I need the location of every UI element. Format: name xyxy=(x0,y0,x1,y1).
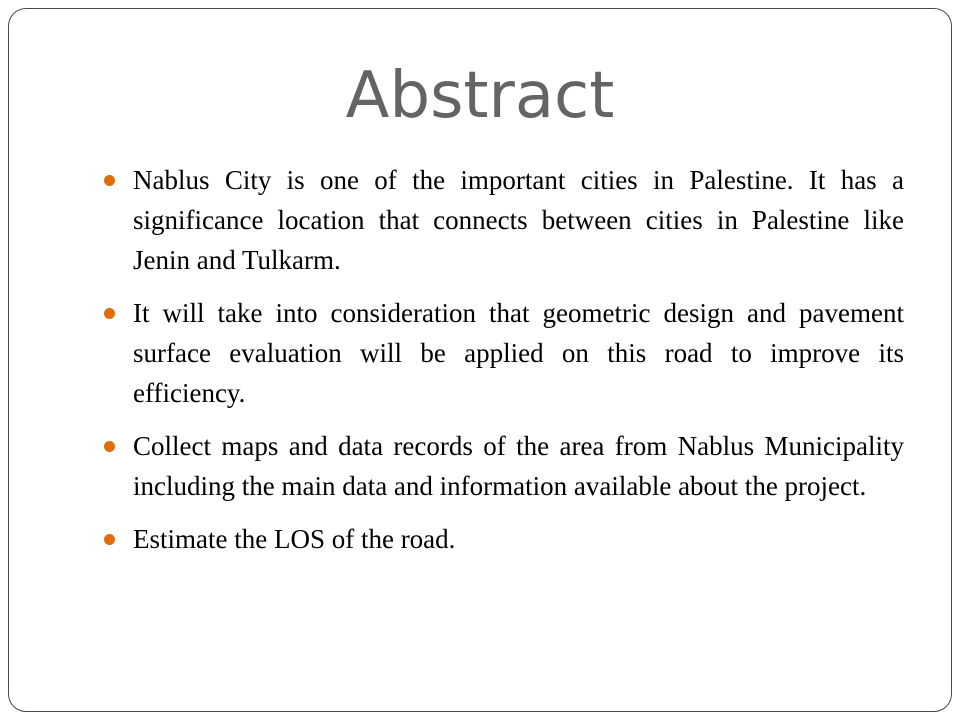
bullet-dot-icon xyxy=(104,534,115,545)
slide-title: Abstract xyxy=(345,59,615,133)
bullet-item xyxy=(104,519,904,559)
bullet-dot-icon xyxy=(104,308,115,319)
bullet-item xyxy=(104,293,904,413)
bullet-text: Nablus City is one of the important cities in Palestine. It has a significance location that connects between cities in Palestine like Jenin and Tulkarm. xyxy=(133,165,904,275)
bullet-text: Estimate the LOS of the road. xyxy=(133,524,456,554)
bullet-list xyxy=(104,160,904,572)
bullet-text: Collect maps and data records of the area from Nablus Municipality including the main data and information available about the project. xyxy=(133,431,904,501)
bullet-dot-icon xyxy=(104,441,115,452)
bullet-dot-icon xyxy=(104,175,115,186)
bullet-item xyxy=(104,426,904,506)
bullet-item xyxy=(104,160,904,280)
bullet-text: It will take into consideration that geometric design and pavement surface evaluation will be applied on this road to improve its efficiency. xyxy=(133,298,904,408)
